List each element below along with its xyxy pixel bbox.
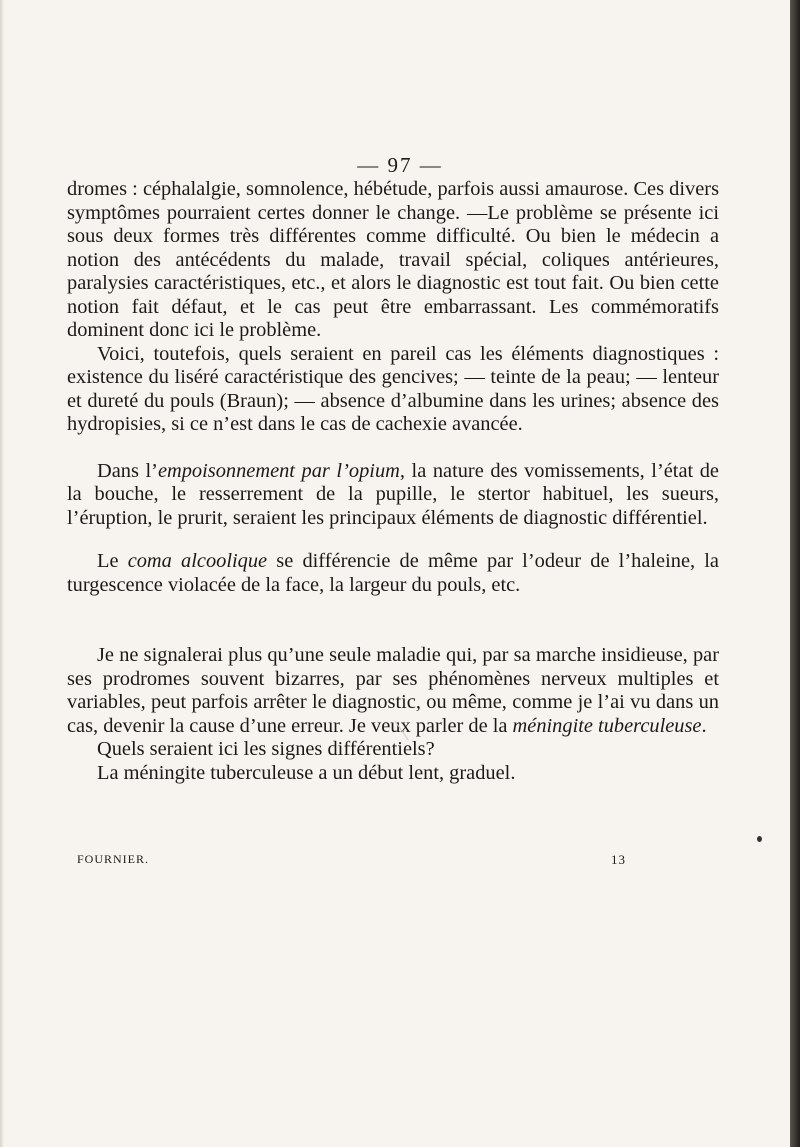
paragraph-alcoholic-coma — [67, 550, 719, 597]
emphasis-tubercular-meningitis: méningite tuberculeuse — [512, 714, 702, 737]
paragraph-opium-lead: Dans l’ — [97, 459, 158, 482]
emphasis-opium-poisoning: empoisonnement par l’opium — [157, 459, 400, 482]
page-body — [67, 178, 719, 785]
paragraph-meningitis-lead: Je ne signalerai plus qu’une seule maladie qui, par sa marche insidieuse, par ses prodromes souvent bizarres, par ses phénomènes nerveux multiples et variables, peut parfois arrêter le diagnostic, ou même, comme je l’ai vu dans un cas, devenir la cause d’une erreur. Je veux parler de la — [67, 644, 719, 737]
paragraph-meningitis-onset: La méningite tuberculeuse a un début lent, graduel. — [97, 761, 516, 784]
paragraph-meningitis-rest: . — [701, 714, 707, 737]
paragraph-coma-rest: se différencie de même par l’odeur de l’haleine, la turgescence violacée de la face, la largeur du pouls, etc. — [67, 550, 719, 596]
book-spine-shadow — [790, 0, 800, 1147]
signature-number: 13 — [611, 852, 626, 867]
ink-speck — [757, 836, 762, 842]
paragraph-tubercular-meningitis — [67, 644, 719, 738]
paragraph-coma-lead: Le — [97, 550, 128, 572]
running-header-page-number: — 97 — — [357, 153, 443, 177]
paragraph-differential-signs-question: Quels seraient ici les signes différentiels? — [97, 738, 435, 760]
paragraph-opium-rest: , la nature des vomissements, l’état de la bouche, le resserrement de la pupille, le stertor habituel, les sueurs, l’éruption, le prurit, seraient les principaux éléments de diagnostic différentiel. — [67, 459, 719, 529]
paragraph-symptoms: dromes : céphalalgie, somnolence, hébétude, parfois aussi amaurose. Ces divers symptômes pourraient certes donner le change. —Le problème se présente ici sous deux formes très différentes comme difficulté. Ou bien le médecin a notion des antécédents du malade, travail spécial, coliques antérieures, paralysies caractéristiques, etc., et alors le diagnostic est tout fait. Ou bien cette notion fait défaut, et le cas peut être embarrassant. Les commémoratifs dominent donc ici le problème. — [67, 178, 719, 341]
paragraph-opium-poisoning — [67, 460, 719, 531]
paragraph-diagnostic-elements: Voici, toutefois, quels seraient en pareil cas les éléments diagnostiques : existence du liséré caractéristique des gencives; — teinte de la peau; — lenteur et dureté du pouls (Braun); — absence d’albumine dans les urines; absence des hydropisies, si ce n’est dans le cas de cachexie avancée. — [67, 342, 719, 435]
signature-author-mark: FOURNIER. — [77, 852, 150, 866]
emphasis-alcoholic-coma: coma alcoolique — [127, 550, 268, 572]
